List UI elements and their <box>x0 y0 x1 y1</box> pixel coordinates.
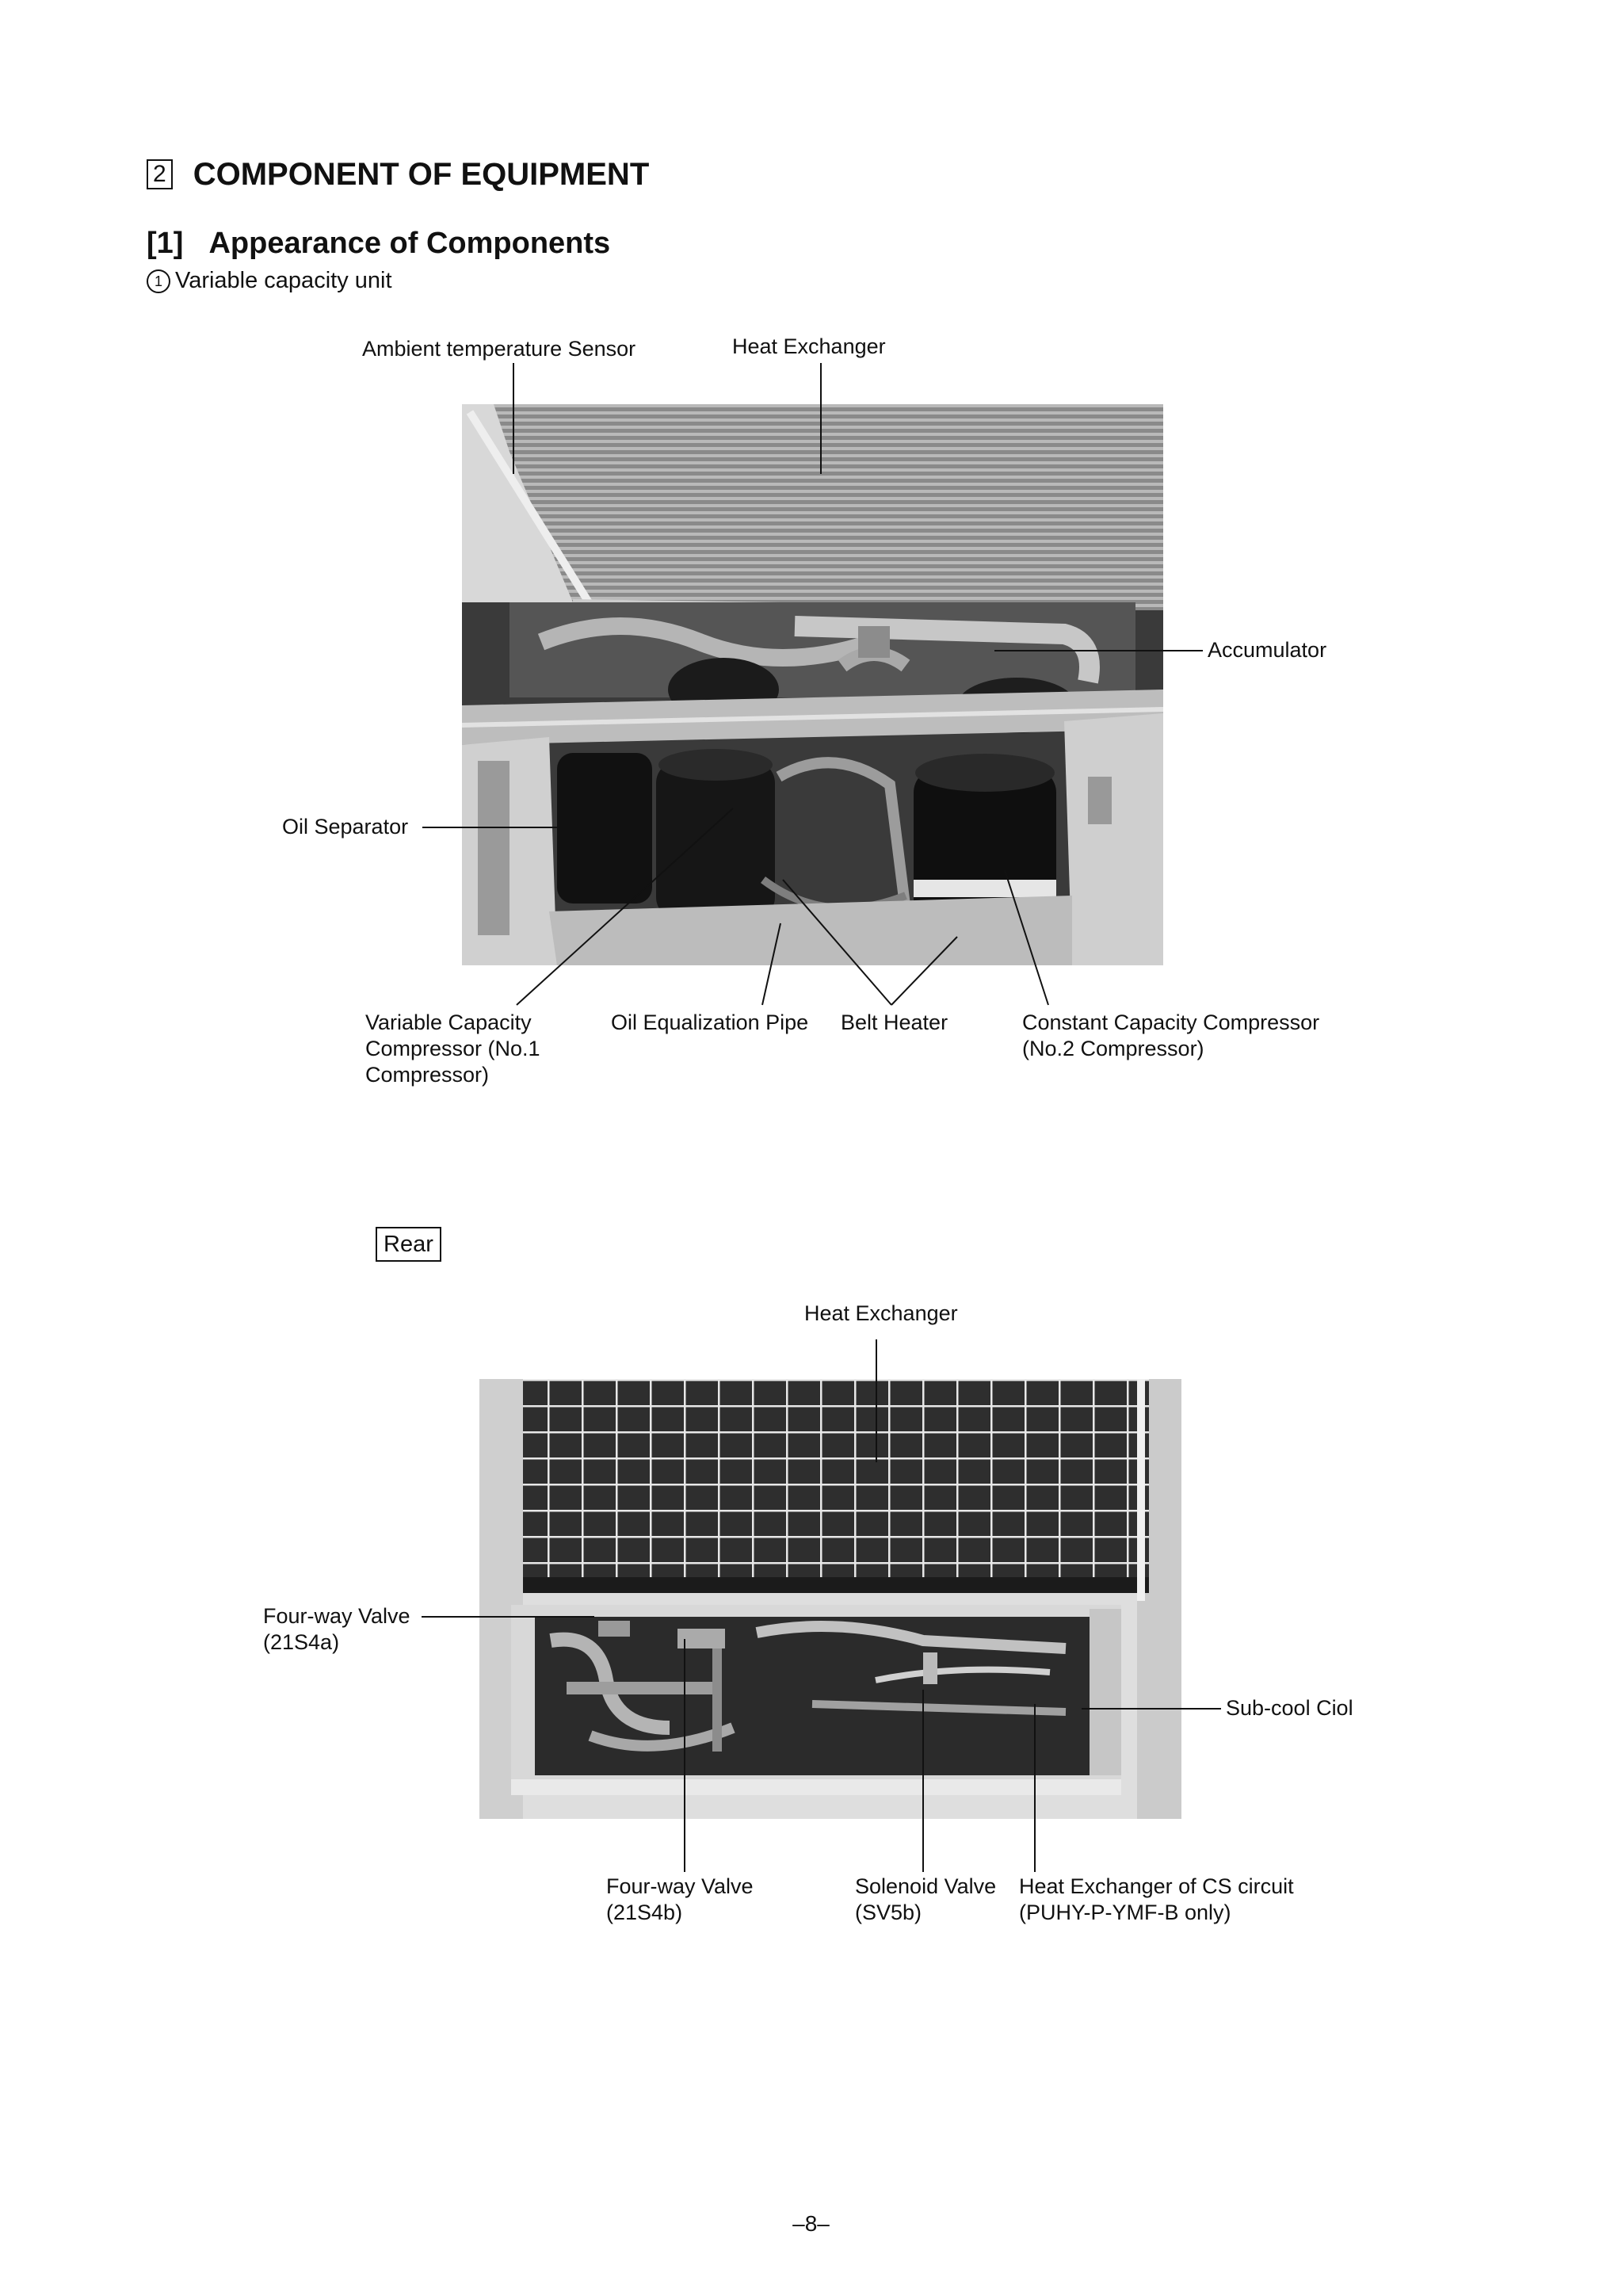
section-heading <box>147 157 649 193</box>
label-line: (No.2 Compressor) <box>1022 1037 1204 1060</box>
label-line: Solenoid Valve <box>855 1874 997 1898</box>
oil-separator-label: Oil Separator <box>282 815 409 839</box>
label-line: Compressor) <box>365 1063 490 1087</box>
subsection-number: [1] <box>147 227 184 260</box>
unit-marker: 1 <box>147 269 170 293</box>
constant-compressor-label <box>1022 1010 1319 1062</box>
label-line: Heat Exchanger of CS circuit <box>1019 1874 1294 1898</box>
page-number: –8– <box>792 2211 830 2236</box>
section-title: COMPONENT OF EQUIPMENT <box>193 157 650 192</box>
oil-equalization-pipe-label: Oil Equalization Pipe <box>611 1010 809 1034</box>
belt-heater-label: Belt Heater <box>841 1010 948 1034</box>
heat-exchanger-label: Heat Exchanger <box>732 334 886 358</box>
unit-heading <box>147 268 392 294</box>
label-line: Compressor (No.1 <box>365 1037 540 1060</box>
label-line: Four-way Valve <box>606 1874 754 1898</box>
four-way-valve-b-label <box>606 1874 754 1926</box>
top-unit-photo <box>462 404 1163 965</box>
label-line: (21S4a) <box>263 1630 340 1654</box>
accumulator-label: Accumulator <box>1208 638 1327 662</box>
label-line: (SV5b) <box>855 1901 922 1924</box>
rear-label: Rear <box>376 1227 441 1262</box>
label-line: (21S4b) <box>606 1901 683 1924</box>
label-line: (PUHY-P-YMF-B only) <box>1019 1901 1231 1924</box>
subsection-heading <box>147 227 610 261</box>
label-line: Constant Capacity Compressor <box>1022 1010 1320 1034</box>
sub-cool-coil-label: Sub-cool Ciol <box>1226 1696 1353 1720</box>
solenoid-valve-label <box>855 1874 996 1926</box>
cs-heat-exchanger-label <box>1019 1874 1294 1926</box>
rear-unit-photo <box>479 1379 1181 1819</box>
section-number: 2 <box>147 159 173 189</box>
four-way-valve-a-label <box>263 1603 410 1656</box>
subsection-title: Appearance of Components <box>208 227 611 260</box>
ambient-sensor-label: Ambient temperature Sensor <box>362 337 636 361</box>
label-line: Variable Capacity <box>365 1010 532 1034</box>
label-line: Four-way Valve <box>263 1604 410 1628</box>
variable-compressor-label <box>365 1010 540 1088</box>
unit-title: Variable capacity unit <box>175 268 392 293</box>
rear-heat-exchanger-label: Heat Exchanger <box>804 1301 958 1325</box>
